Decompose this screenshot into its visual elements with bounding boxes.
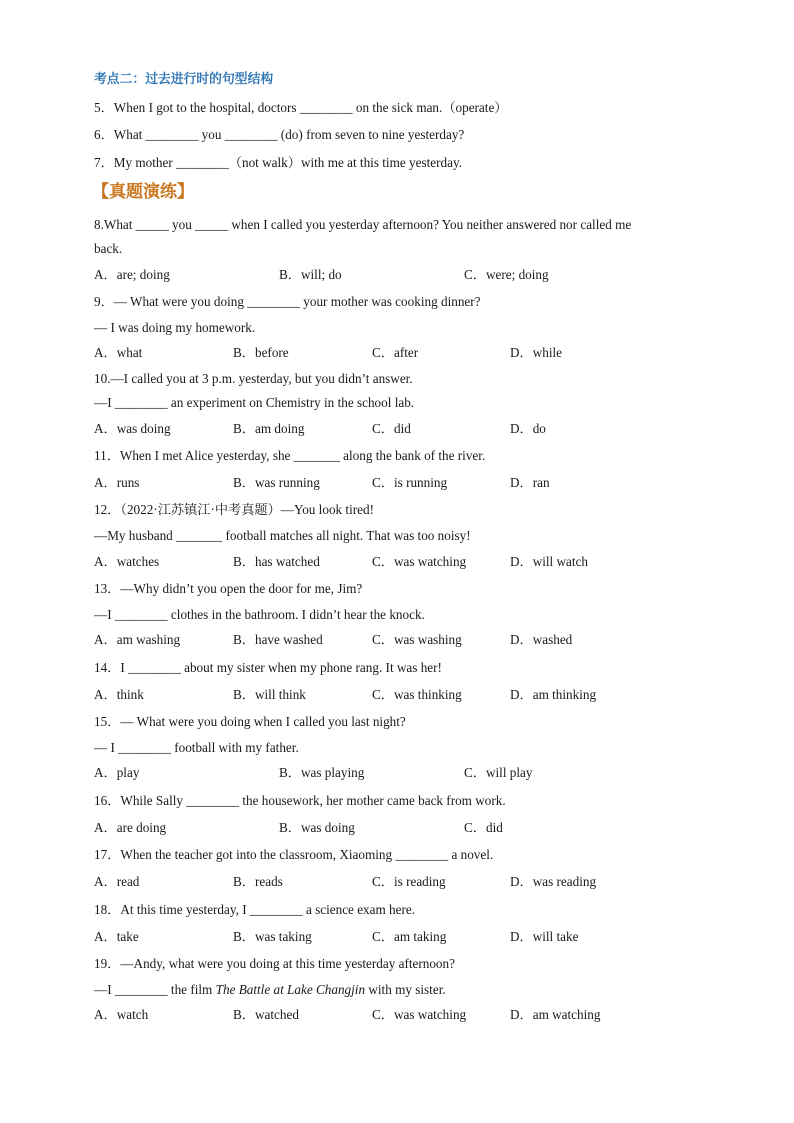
- q11-option-c: C．is running: [372, 475, 448, 490]
- q11-option-b: B．was running: [233, 475, 320, 490]
- q18-option-d: D．will take: [510, 929, 579, 944]
- question-12-text: 12．（2022·江苏镇江·中考真题）—You look tired!: [94, 502, 374, 517]
- question-18-text: 18．At this time yesterday, I ________ a science exam here.: [94, 902, 416, 917]
- q8-option-c: C．were; doing: [464, 267, 549, 282]
- film-title: The Battle at Lake Changjin: [215, 982, 366, 997]
- q19-option-a: A．watch: [94, 1007, 149, 1022]
- q12-option-b: B．has watched: [233, 554, 320, 569]
- q16-option-b: B．was doing: [279, 820, 355, 835]
- q14-option-a: A．think: [94, 687, 144, 702]
- practice-heading: 【真题演练】: [92, 182, 194, 202]
- question-8-text: 8.What _____ you _____ when I called you yesterday afternoon? You neither answered nor called me: [94, 217, 632, 232]
- q9-option-b: B．before: [233, 345, 289, 360]
- question-13-answer-line: —I ________ clothes in the bathroom. I didn’t hear the knock.: [94, 607, 425, 622]
- q9-option-a: A．what: [94, 345, 143, 360]
- q17-option-a: A．read: [94, 874, 140, 889]
- q10-option-b: B．am doing: [233, 421, 305, 436]
- q13-option-c: C．was washing: [372, 632, 462, 647]
- q10-option-a: A．was doing: [94, 421, 171, 436]
- q19-option-b: B．watched: [233, 1007, 299, 1022]
- q14-option-b: B．will think: [233, 687, 306, 702]
- question-19-answer-line: [94, 982, 446, 998]
- question-14-text: 14．I ________ about my sister when my phone rang. It was her!: [94, 660, 442, 675]
- section-heading: 考点二：过去进行时的句型结构: [94, 72, 274, 87]
- q18-option-b: B．was taking: [233, 929, 312, 944]
- q14-option-d: D．am thinking: [510, 687, 597, 702]
- q9-option-d: D．while: [510, 345, 563, 360]
- question-19-text: 19．—Andy, what were you doing at this time yesterday afternoon?: [94, 956, 455, 971]
- question-6: 6．What ________ you ________ (do) from seven to nine yesterday?: [94, 127, 465, 142]
- q13-option-a: A．am washing: [94, 632, 181, 647]
- question-5: 5．When I got to the hospital, doctors ________ on the sick man.（operate）: [94, 100, 508, 115]
- question-9-text: 9．— What were you doing ________ your mother was cooking dinner?: [94, 294, 481, 309]
- question-10-text: 10.—I called you at 3 p.m. yesterday, but you didn’t answer.: [94, 371, 413, 386]
- q11-option-d: D．ran: [510, 475, 550, 490]
- question-12-answer-line: —My husband _______ football matches all night. That was too noisy!: [94, 528, 471, 543]
- q10-option-d: D．do: [510, 421, 546, 436]
- question-10-answer-line: —I ________ an experiment on Chemistry in the school lab.: [94, 395, 415, 410]
- q12-option-a: A．watches: [94, 554, 160, 569]
- q12-option-d: D．will watch: [510, 554, 589, 569]
- q15-option-a: A．play: [94, 765, 140, 780]
- question-15-answer-line: — I ________ football with my father.: [94, 740, 299, 755]
- question-7: 7．My mother ________（not walk）with me at this time yesterday.: [94, 155, 462, 170]
- q19-option-d: D．am watching: [510, 1007, 601, 1022]
- q15-option-b: B．was playing: [279, 765, 365, 780]
- q16-option-a: A．are doing: [94, 820, 167, 835]
- q12-option-c: C．was watching: [372, 554, 467, 569]
- q13-option-b: B．have washed: [233, 632, 323, 647]
- q15-option-c: C．will play: [464, 765, 533, 780]
- q8-option-a: A．are; doing: [94, 267, 170, 282]
- q11-option-a: A．runs: [94, 475, 140, 490]
- question-8-text-cont: back.: [94, 241, 123, 256]
- q9-option-c: C．after: [372, 345, 419, 360]
- q10-option-c: C．did: [372, 421, 411, 436]
- q19-answer-post: with my sister.: [365, 982, 446, 997]
- question-11-text: 11．When I met Alice yesterday, she _______ along the bank of the river.: [94, 448, 486, 463]
- q19-answer-pre: —I ________ the film: [94, 982, 216, 997]
- q17-option-c: C．is reading: [372, 874, 446, 889]
- question-13-text: 13．—Why didn’t you open the door for me, Jim?: [94, 581, 363, 596]
- q14-option-c: C．was thinking: [372, 687, 462, 702]
- q17-option-d: D．was reading: [510, 874, 597, 889]
- q8-option-b: B．will; do: [279, 267, 342, 282]
- question-17-text: 17．When the teacher got into the classroom, Xiaoming ________ a novel.: [94, 847, 494, 862]
- question-9-answer-line: — I was doing my homework.: [94, 320, 256, 335]
- q16-option-c: C．did: [464, 820, 503, 835]
- question-16-text: 16．While Sally ________ the housework, her mother came back from work.: [94, 793, 506, 808]
- q18-option-c: C．am taking: [372, 929, 447, 944]
- q19-option-c: C．was watching: [372, 1007, 467, 1022]
- q13-option-d: D．washed: [510, 632, 573, 647]
- q17-option-b: B．reads: [233, 874, 283, 889]
- q18-option-a: A．take: [94, 929, 139, 944]
- question-15-text: 15．— What were you doing when I called you last night?: [94, 714, 406, 729]
